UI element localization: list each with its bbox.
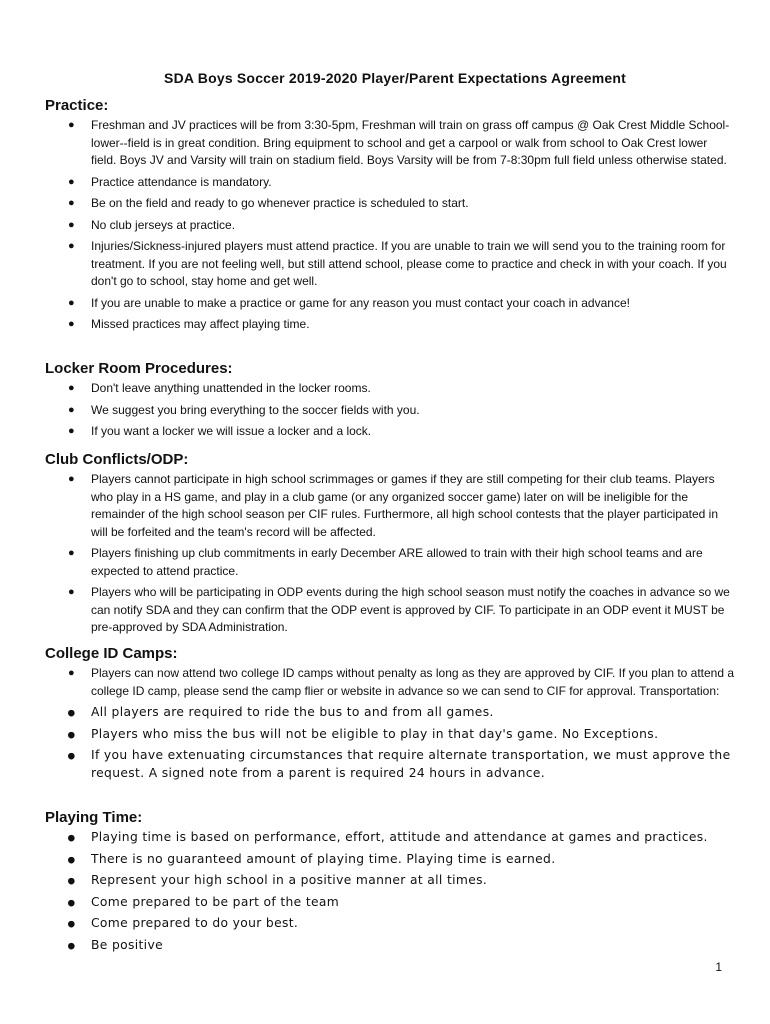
section-heading-playing-time: Playing Time:: [45, 809, 143, 826]
section-heading-locker-room: Locker Room Procedures:: [45, 360, 233, 377]
list-item: ● There is no guaranteed amount of playing time. Playing time is earned.: [45, 851, 735, 869]
bullet-icon: ●: [68, 727, 75, 741]
list-item: ● We suggest you bring everything to the soccer fields with you.: [45, 402, 735, 420]
list-item: ● Practice attendance is mandatory.: [45, 174, 735, 192]
section-club-conflicts: [45, 451, 735, 641]
section-college-id-camps: [45, 645, 735, 786]
list-item: ● Be on the field and ready to go whenever practice is scheduled to start.: [45, 195, 735, 213]
section-playing-time: [45, 809, 735, 958]
bullet-icon: ●: [68, 218, 75, 231]
list-item: ● Players can now attend two college ID camps without penalty as long as they are approved by CIF. If you plan to attend a college ID camp, please send the camp flier or website in advance so we can send to CIF for approval. Transportation:: [68, 666, 735, 698]
bullet-icon: ●: [68, 938, 75, 952]
bullet-icon: ●: [68, 403, 75, 416]
list-item: ● Represent your high school in a positive manner at all times.: [45, 872, 735, 890]
bullet-icon: ●: [68, 119, 75, 131]
list-item: ● Don't leave anything unattended in the locker rooms.: [45, 380, 735, 398]
bullet-icon: ●: [68, 382, 75, 394]
section-heading-club-conflicts: Club Conflicts/ODP:: [45, 451, 189, 468]
bullet-icon: ●: [68, 831, 75, 844]
document-title: SDA Boys Soccer 2019-2020 Player/Parent Expectations Agreement: [164, 70, 626, 86]
list-item: ● All players are required to ride the bus to and from all games.: [45, 704, 735, 722]
list-item: ● Playing time is based on performance, effort, attitude and attendance at games and practices.: [45, 829, 735, 847]
bullet-icon: ●: [68, 586, 75, 598]
bullet-icon: ●: [68, 852, 75, 866]
bullet-icon: ●: [68, 318, 75, 330]
list-item: ● Be positive: [45, 937, 735, 955]
section-heading-practice: Practice:: [45, 97, 109, 114]
bullet-icon: ●: [68, 874, 75, 887]
list-item: ● Players who will be participating in ODP events during the high school season must notify the coaches in advance so we can notify SDA and they can confirm that the ODP event is approved by CIF. To participate in an ODP event it MUST be pre-approved by SDA Administration.: [68, 585, 730, 634]
list-item: ● Players finishing up club commitments in early December ARE allowed to train with their high school teams and are expected to attend practice.: [68, 546, 703, 578]
list-item: ● Come prepared to do your best.: [45, 915, 735, 933]
bullet-icon: ●: [68, 667, 75, 679]
list-item: ● Injuries/Sickness-injured players must attend practice. If you are unable to train we will send you to the training room for treatment. If you are not feeling well, but still attend school, please come to practice and check in with your coach. If you don't go to school, stay home and get well.: [68, 239, 727, 288]
bullet-icon: ●: [68, 197, 75, 209]
bullet-icon: ●: [68, 473, 75, 485]
list-item: ● Missed practices may affect playing time.: [45, 316, 735, 334]
list-item: ● Players who miss the bus will not be eligible to play in that day's game. No Exceptions.: [45, 726, 735, 744]
section-locker-room: [45, 360, 735, 445]
bullet-icon: ●: [68, 240, 75, 252]
page-number: 1: [715, 960, 722, 974]
section-heading-college-id-camps: College ID Camps:: [45, 645, 178, 662]
bullet-icon: ●: [68, 425, 75, 437]
list-item: ● If you want a locker we will issue a locker and a lock.: [45, 423, 735, 441]
list-item: ● Come prepared to be part of the team: [45, 894, 735, 912]
bullet-icon: ●: [68, 749, 75, 762]
bullet-icon: ●: [68, 175, 75, 188]
bullet-icon: ●: [68, 895, 75, 909]
list-item: ● Freshman and JV practices will be from 3:30-5pm, Freshman will train on grass off campus @ Oak Crest Middle School-lower--field is in great condition. Bring equipment to school and get a carpool or walk from school to Oak Crest lower field. Boys JV and Varsity will train on stadium field. Boys Varsity will be from 7-8:30pm full field unless otherwise stated.: [68, 118, 730, 167]
bullet-icon: ●: [68, 706, 75, 719]
list-item: ● If you are unable to make a practice or game for any reason you must contact your coach in advance!: [45, 295, 735, 313]
bullet-icon: ●: [68, 547, 75, 559]
section-practice: [45, 97, 735, 338]
list-item: ● If you have extenuating circumstances that require alternate transportation, we must approve the request. A signed note from a parent is required 24 hours in advance.: [68, 748, 731, 780]
list-item: ● Players cannot participate in high school scrimmages or games if they are still competing for their club teams. Players who play in a HS game, and play in a club game (or any organized soccer game) later on will be ineligible for the remainder of the high school season per CIF rules. Furthermore, all high school contests that the player participated in will be forfeited and the team's record will be affected.: [68, 472, 718, 539]
bullet-icon: ●: [68, 296, 75, 309]
list-item: ● No club jerseys at practice.: [45, 217, 735, 235]
bullet-icon: ●: [68, 917, 75, 930]
